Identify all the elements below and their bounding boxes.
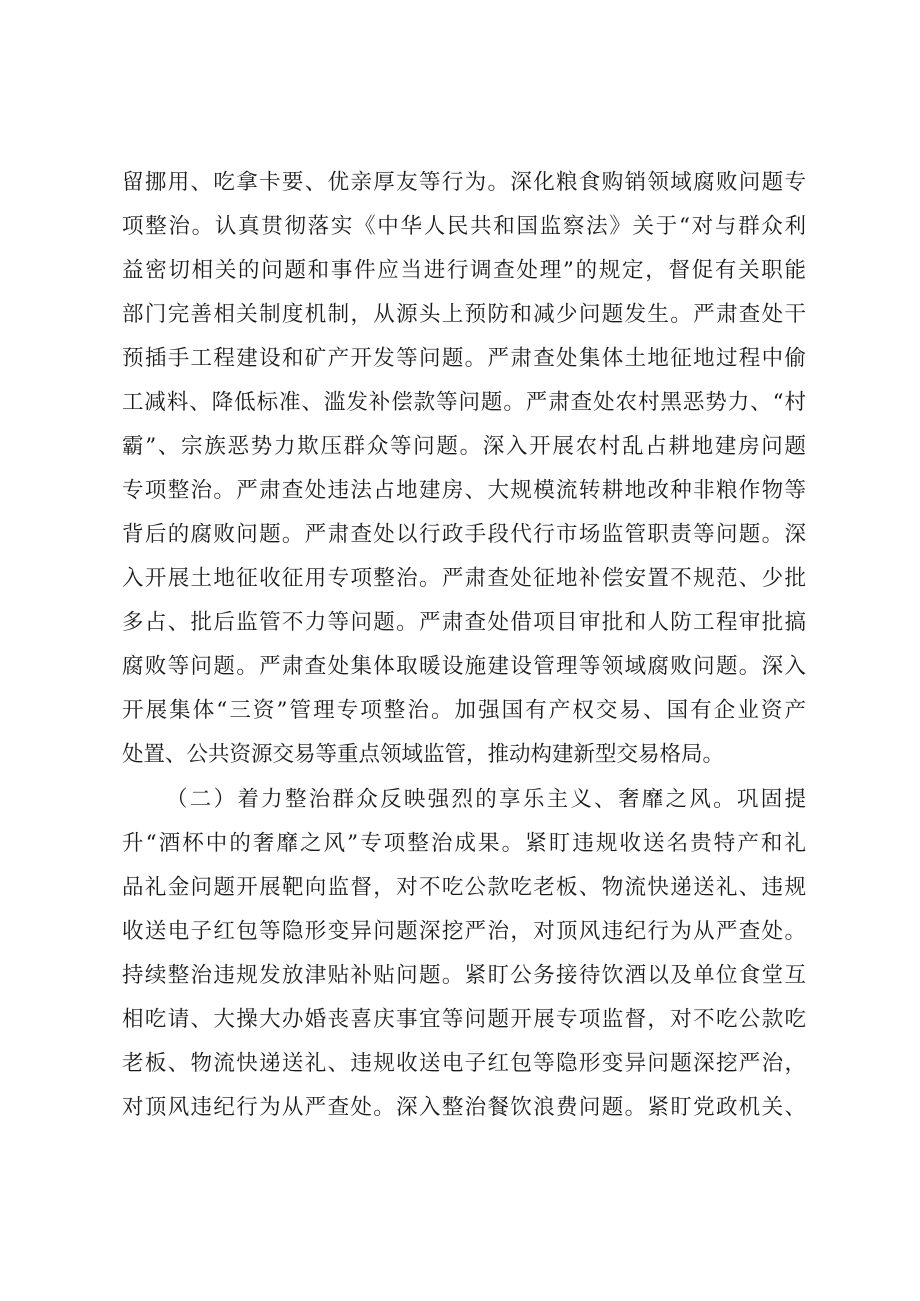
text-line: 背后的腐败问题。严肃查处以行政手段代行市场监管职责等问题。深 bbox=[122, 522, 806, 547]
text-line: 项整治。认真贯彻落实《中华人民共和国监察法》关于“对与群众利 bbox=[122, 214, 806, 239]
text-line: 工减料、降低标准、滥发补偿款等问题。严肃查处农村黑恶势力、“村 bbox=[122, 390, 806, 415]
text-line: 持续整治违规发放津贴补贴问题。紧盯公务接待饮酒以及单位食堂互 bbox=[122, 963, 806, 988]
section-heading-line: （二）着力整治群众反映强烈的享乐主义、奢靡之风。巩固提 bbox=[166, 787, 806, 812]
text-line: 霸”、宗族恶势力欺压群众等问题。深入开展农村乱占耕地建房问题 bbox=[122, 434, 806, 459]
text-line: 升“酒杯中的奢靡之风”专项整治成果。紧盯违规收送名贵特产和礼 bbox=[122, 831, 806, 856]
text-line: 益密切相关的问题和事件应当进行调查处理”的规定，督促有关职能 bbox=[122, 258, 806, 283]
text-line: 腐败等问题。严肃查处集体取暖设施建设管理等领域腐败问题。深入 bbox=[122, 654, 806, 679]
text-line: 多占、批后监管不力等问题。严肃查处借项目审批和人防工程审批搞 bbox=[122, 610, 806, 635]
text-line: 专项整治。严肃查处违法占地建房、大规模流转耕地改种非粮作物等 bbox=[122, 478, 806, 503]
text-line: 相吃请、大操大办婚丧喜庆事宜等问题开展专项监督，对不吃公款吃 bbox=[122, 1007, 806, 1032]
text-line: 品礼金问题开展靶向监督，对不吃公款吃老板、物流快递送礼、违规 bbox=[122, 875, 806, 900]
text-line: 留挪用、吃拿卡要、优亲厚友等行为。深化粮食购销领域腐败问题专 bbox=[122, 170, 806, 195]
text-line: 部门完善相关制度机制，从源头上预防和减少问题发生。严肃查处干 bbox=[122, 302, 806, 327]
text-line: 预插手工程建设和矿产开发等问题。严肃查处集体土地征地过程中偷 bbox=[122, 346, 806, 371]
text-line: 入开展土地征收征用专项整治。严肃查处征地补偿安置不规范、少批 bbox=[122, 566, 806, 591]
text-line: 收送电子红包等隐形变异问题深挖严治，对顶风违纪行为从严查处。 bbox=[122, 919, 806, 944]
text-line: 对顶风违纪行为从严查处。深入整治餐饮浪费问题。紧盯党政机关、 bbox=[122, 1095, 806, 1120]
text-line: 开展集体“三资”管理专项整治。加强国有产权交易、国有企业资产 bbox=[122, 698, 806, 723]
text-line: 处置、公共资源交易等重点领域监管，推动构建新型交易格局。 bbox=[122, 742, 725, 767]
text-line: 老板、物流快递送礼、违规收送电子红包等隐形变异问题深挖严治， bbox=[122, 1051, 806, 1076]
